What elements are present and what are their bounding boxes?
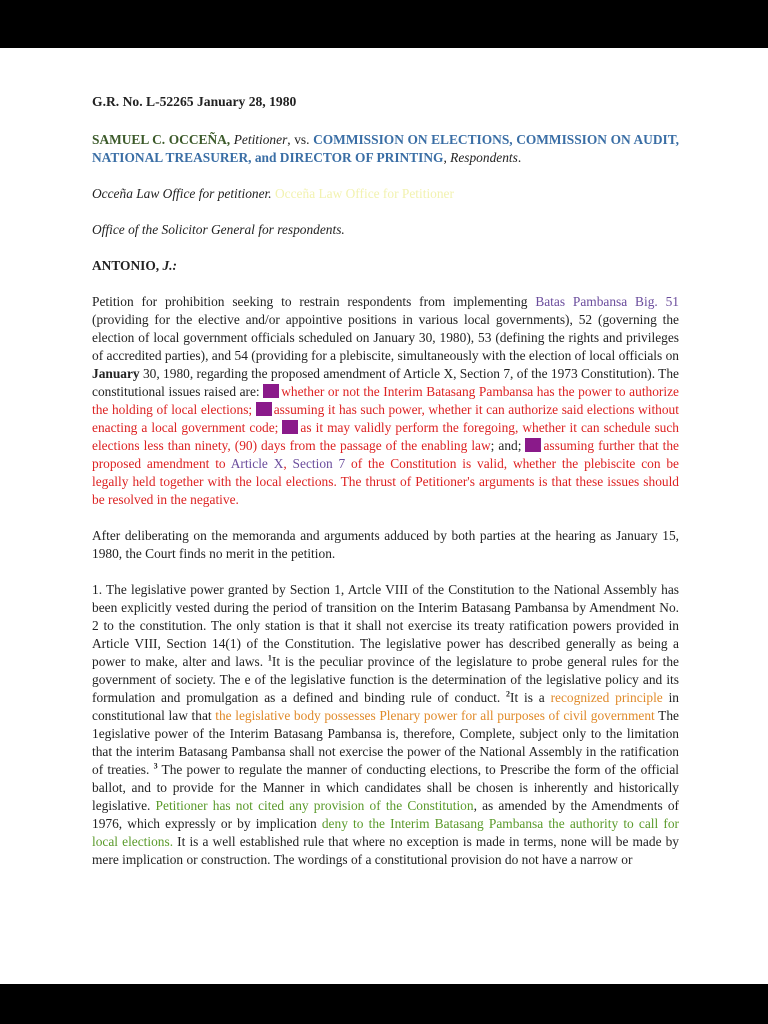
respondents-names[interactable]: COMMISSION ON ELECTIONS, COMMISSION ON AUDIT, NATIONAL TREASURER, and DIRECTOR OF PRINTING <box>92 132 680 165</box>
footnote-1[interactable]: 1 <box>267 653 272 663</box>
highlight-recognized-principle: recognized principle <box>550 690 663 705</box>
highlight-not-cited: Petitioner has not cited any provision of the Constitution <box>155 798 474 813</box>
issue-marker-4 <box>525 438 541 452</box>
link-section-7[interactable]: Section 7 <box>292 456 346 471</box>
paragraph-petition <box>92 293 679 509</box>
highlight-plenary-power: the legislative body possesses Plenary power for all purposes of civil government <box>215 708 655 723</box>
parties-line <box>92 131 679 167</box>
ponente-name: ANTONIO, <box>92 258 163 273</box>
document-body <box>92 93 679 887</box>
footnote-3[interactable]: 3 <box>153 761 158 771</box>
para1-text-4: ; and; <box>490 438 526 453</box>
issue-1: whether or not the Interim Batasang Pambansa has the power to authorize the holding of local elections; <box>92 384 679 417</box>
issue-marker-3 <box>282 420 298 434</box>
ponente <box>92 257 679 275</box>
ponente-title: J.: <box>162 258 177 273</box>
respondents-separator: , <box>443 150 451 165</box>
respondents-label: Respondents <box>450 150 518 165</box>
counsel-highlight: Occeña Law Office for Petitioner <box>275 186 454 201</box>
para1-text-3: 30, 1980, regarding the proposed amendment of Article X, Section 7, of the 1973 Constitution). The constitutional issues raised are: <box>92 366 679 399</box>
issue-2: assuming it has such power, whether it can authorize said elections without enacting a local government code; <box>92 402 679 435</box>
case-number: G.R. No. L-52265 January 28, 1980 <box>92 94 297 109</box>
para3-text-4: in constitutional law that <box>92 690 679 723</box>
petitioner-label: Petitioner <box>230 132 288 147</box>
paragraph-deliberation: After deliberating on the memoranda and arguments adduced by both parties at the hearing as January 15, 1980, the Court finds no merit in the petition. <box>92 528 679 561</box>
link-batas-pambansa[interactable]: Batas Pambansa Big. 51 <box>535 294 679 309</box>
para1-january: January <box>92 366 140 381</box>
versus-text: , vs. <box>287 132 314 147</box>
para3-text-5: The 1egislative power of the Interim Batasang Pambansa is, therefore, Complete, subject only to the limitation that the interim Batasang Pambansa shall not exercise the power of the National Assembly in the ratification of treaties. <box>92 708 679 777</box>
issue-marker-2 <box>256 402 272 416</box>
para3-text-2: It is the peculiar province of the legislature to probe general rules for the government of society. The e of the legislative function is the determination of the legislative policy and its formulation and promulgation as a defined and binding rule of conduct. <box>92 654 679 705</box>
issue-4a: assuming further that the proposed amendment to <box>92 438 679 471</box>
paragraph-legislative-power <box>92 581 679 869</box>
para3-text-7: , as amended by the Amendments of 1976, which expressly or by implication <box>92 798 679 831</box>
highlight-deny-authority: deny to the Interim Batasang Pambansa the authority to call for local elections. <box>92 816 679 849</box>
issue-4c: of the Constitution is valid, whether the plebiscite con be legally held together with the local elections. The thrust of Petitioner's arguments is that these issues should be resolved in the negative. <box>92 456 679 507</box>
issue-marker-1 <box>263 384 279 398</box>
petitioner-counsel <box>92 185 679 203</box>
para1-text-2: (providing for the elective and/or appointive positions in various local governments), 52 (governing the election of local government officials scheduled on January 30, 1980), 53 (defining the rights and privileges of accredited parties), and 54 (providing for a plebiscite, simultaneously with the election of local officials on <box>92 312 679 363</box>
document-page <box>0 48 768 984</box>
parties-end: . <box>517 150 522 165</box>
issue-4-sep: , <box>283 456 293 471</box>
para3-text-1: 1. The legislative power granted by Section 1, Artcle VIII of the Constitution to the National Assembly has been explicitly vested during the period of transition on the Interim Batasang Pambansa by Amendment No. 2 to the constitution. The only station is that it shall not exercise its treaty ratification powers provided in Article VIII, Section 14(1) of the Constitution. The legislative power has described generally as being a power to make, alter and laws. <box>92 582 679 669</box>
para3-text-8: It is a well established rule that where no exception is made in terms, none will be made by mere implication or construction. The wordings of a constitutional provision do not have a narrow or <box>92 834 679 867</box>
para3-text-3: It is a <box>510 690 551 705</box>
issue-3: as it may validly perform the foregoing, whether it can schedule such elections less than ninety, (90) days from the passage of the enabling law <box>92 420 679 453</box>
para1-text-1: Petition for prohibition seeking to restrain respondents from implementing <box>92 294 536 309</box>
petitioner-counsel-text: Occeña Law Office for petitioner. <box>92 186 272 201</box>
para3-text-6: The power to regulate the manner of conducting elections, to Prescribe the form of the official ballot, and to provide for the Manner in which candidates shall be chosen is inherently and historically legislative. <box>92 762 679 813</box>
footnote-2[interactable]: 2 <box>506 689 511 699</box>
petitioner-name: SAMUEL C. OCCEÑA, <box>92 132 231 147</box>
respondents-counsel: Office of the Solicitor General for respondents. <box>92 222 345 237</box>
link-article-x[interactable]: Article X <box>230 456 284 471</box>
